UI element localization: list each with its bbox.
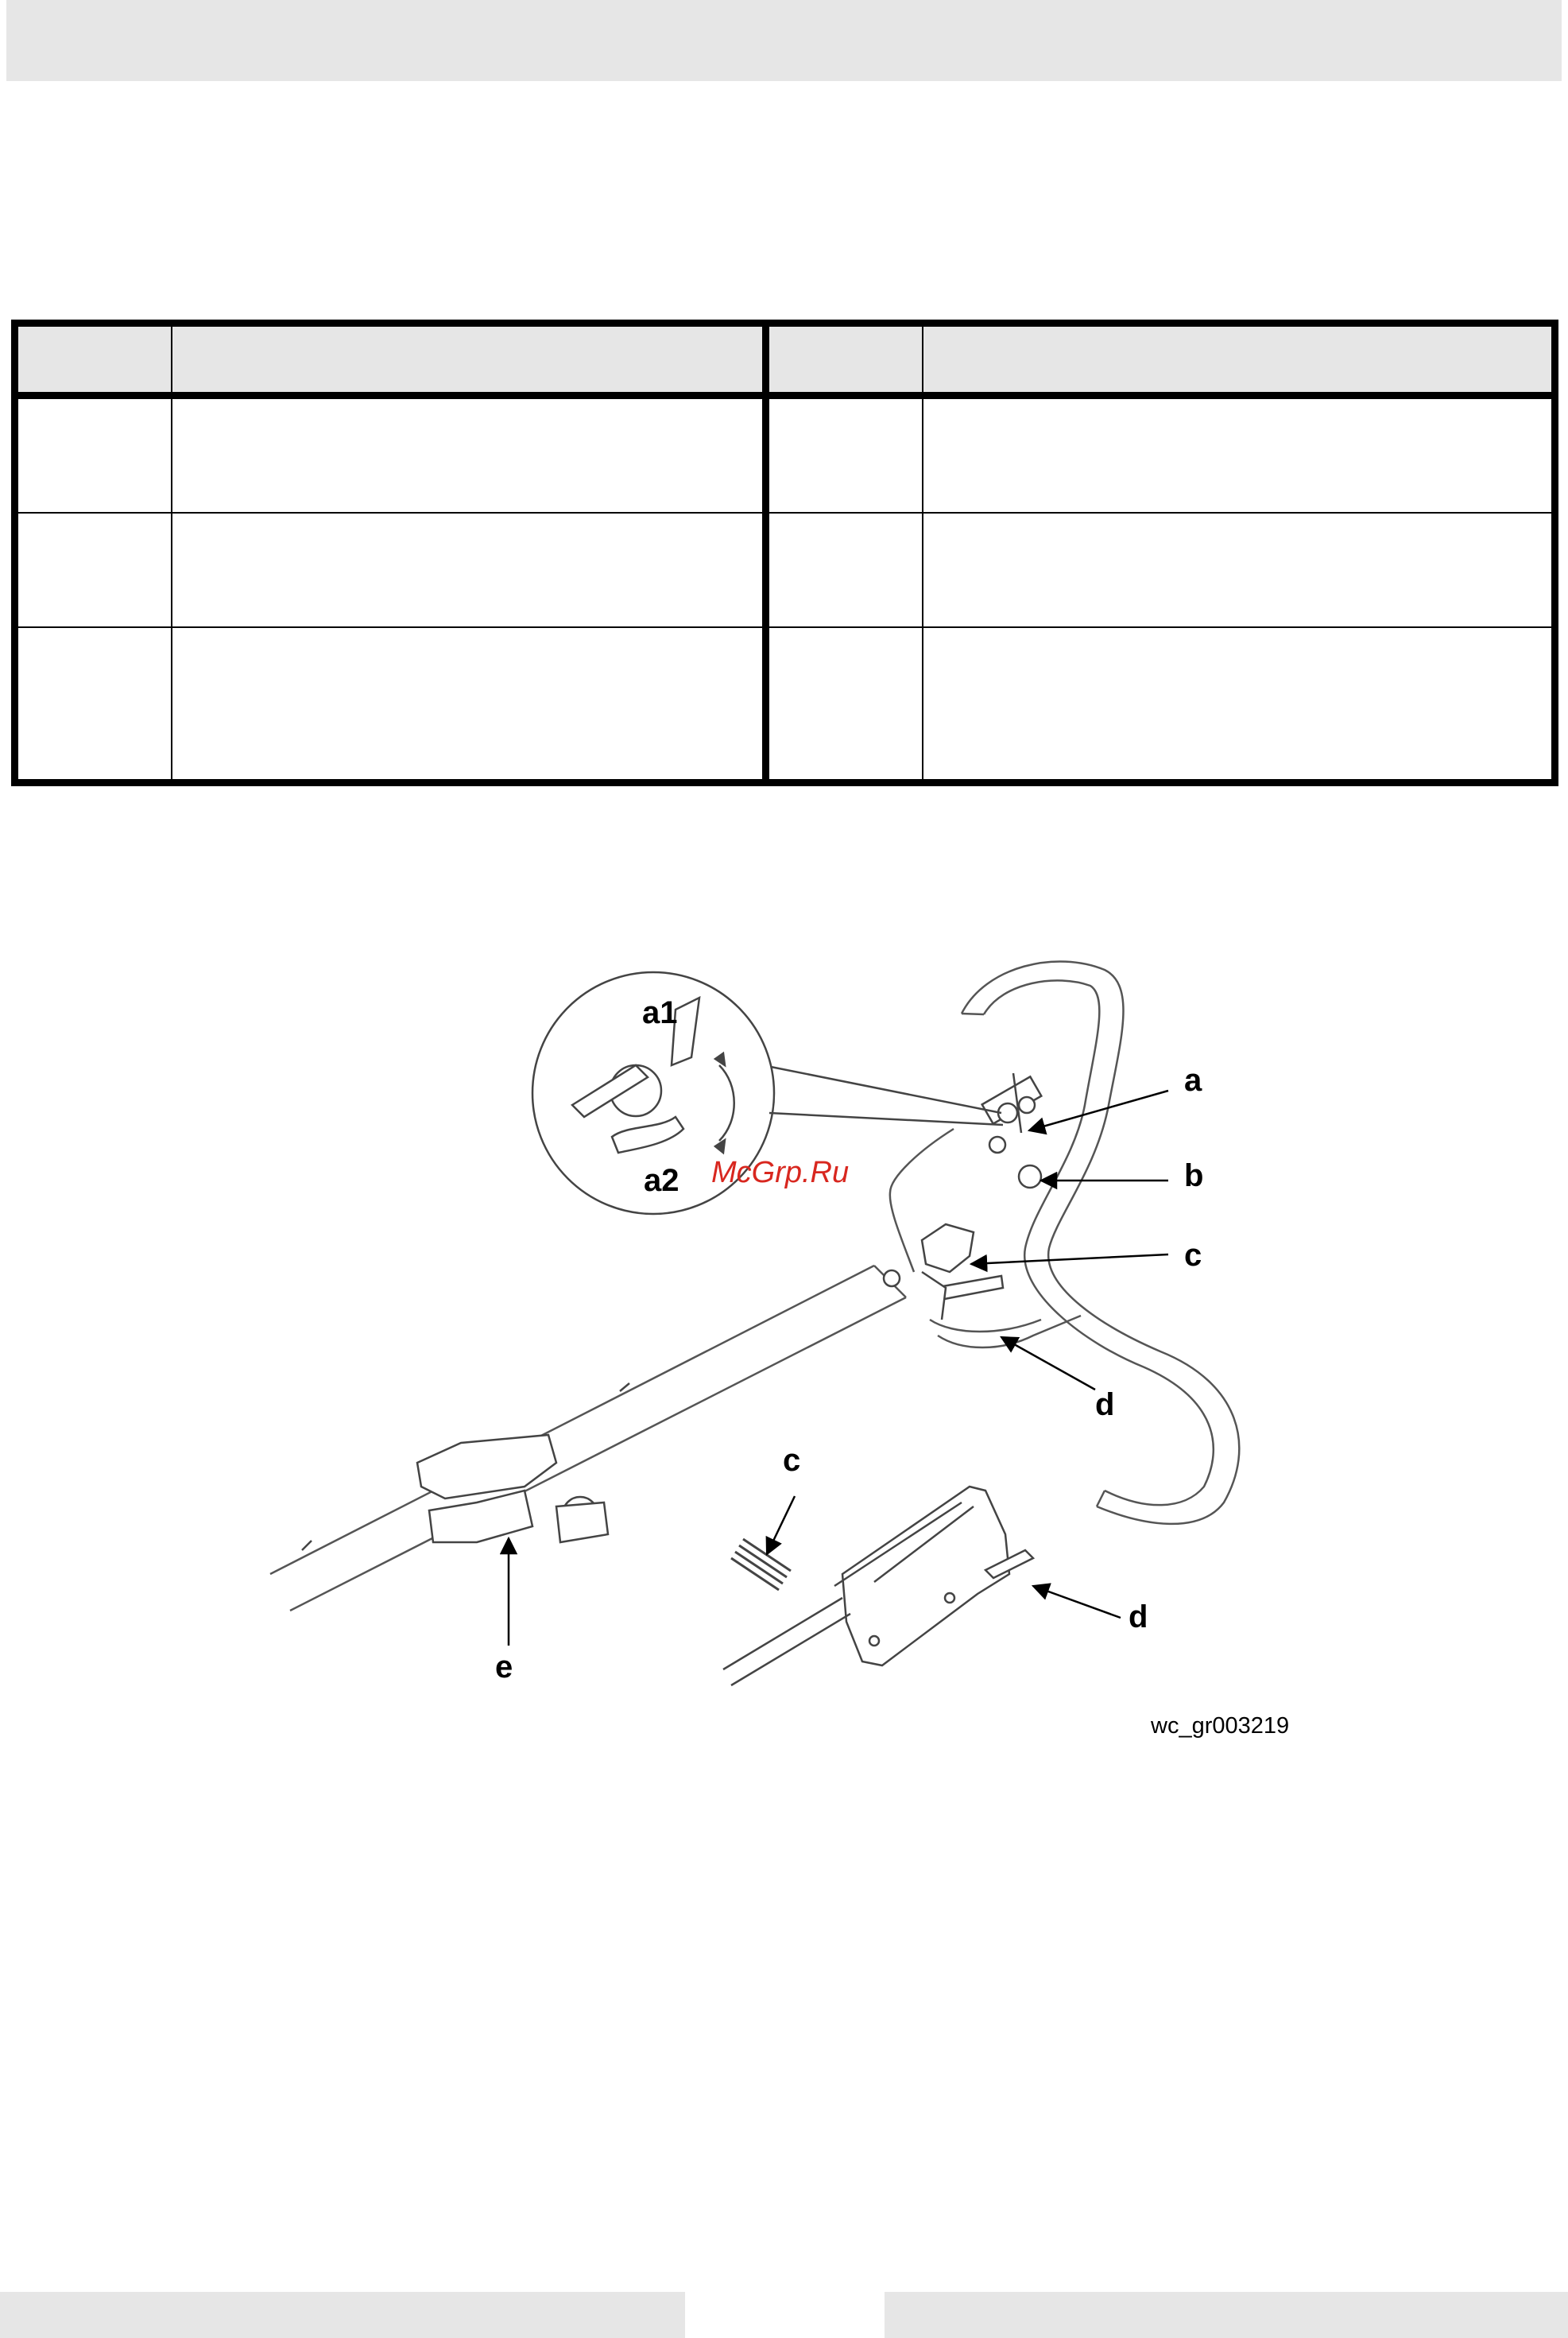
callout-label-a: a — [1184, 1063, 1202, 1098]
callout-label-a2: a2 — [644, 1163, 679, 1198]
table-cell — [923, 513, 1555, 627]
table-cell — [15, 513, 172, 627]
table-cell — [15, 396, 172, 514]
callout-label-a1: a1 — [642, 995, 678, 1030]
callout-label-c-detail: c — [783, 1443, 801, 1478]
page-footer-bar-right — [885, 2292, 1568, 2338]
figure-code: wc_gr003219 — [1151, 1713, 1290, 1739]
callout-label-e: e — [495, 1650, 513, 1685]
table-row — [15, 627, 1555, 783]
callout-label-c: c — [1184, 1238, 1202, 1273]
table-header-cell — [766, 324, 923, 396]
table-header-row — [15, 324, 1555, 396]
lower-clamp-assembly — [302, 1383, 629, 1550]
table-cell — [766, 627, 923, 783]
equipment-handle-illustration — [0, 874, 1568, 1749]
table-row — [15, 513, 1555, 627]
callout-label-d: d — [1095, 1387, 1115, 1422]
table-cell — [923, 627, 1555, 783]
table-header-cell — [923, 324, 1555, 396]
adjustment-lever — [922, 1272, 1003, 1320]
table-cell — [172, 396, 766, 514]
table-cell — [172, 513, 766, 627]
page-footer-bar-left — [0, 2292, 685, 2338]
table-cell — [766, 513, 923, 627]
callout-label-d-detail: d — [1129, 1599, 1148, 1634]
page-header-bar — [6, 0, 1562, 81]
reference-table — [11, 320, 1558, 786]
callout-label-b: b — [1184, 1158, 1204, 1193]
watermark-text: McGrp.Ru — [711, 1156, 850, 1189]
table-cell — [923, 396, 1555, 514]
table-header-cell — [172, 324, 766, 396]
handle-shaft — [270, 1266, 906, 1611]
table-cell — [766, 396, 923, 514]
table-cell — [15, 627, 172, 783]
table-cell — [172, 627, 766, 783]
detail-clamp-housing — [723, 1487, 1033, 1685]
table-row — [15, 396, 1555, 514]
table-header-cell — [15, 324, 172, 396]
